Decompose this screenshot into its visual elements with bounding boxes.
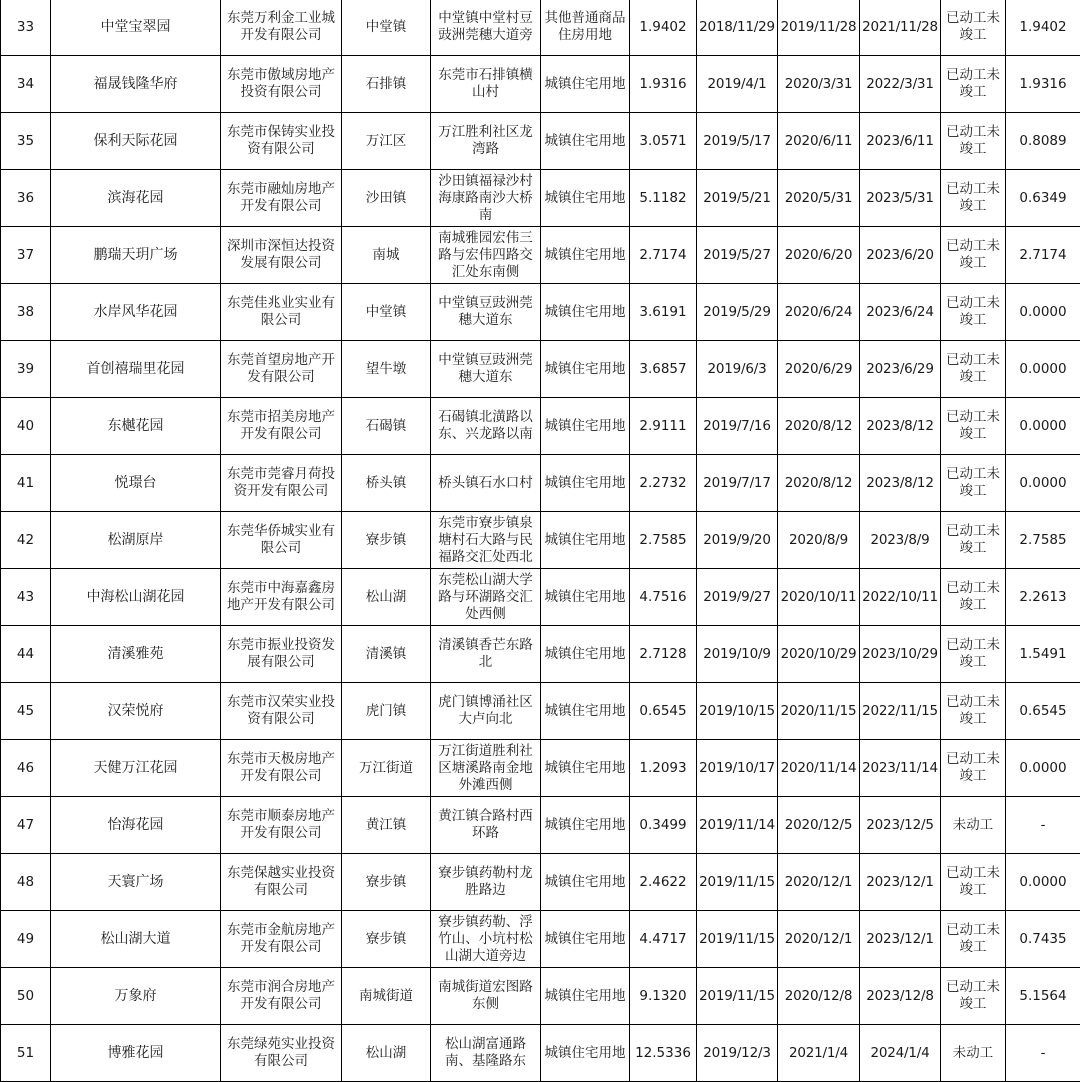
company-name: 东莞首望房地产开发有限公司 [221,341,342,398]
developed-size: 1.5491 [1006,626,1080,683]
construction-status: 已动工未竣工 [941,341,1006,398]
developed-size: 0.0000 [1006,341,1080,398]
land-use-type: 城镇住宅用地 [541,854,630,911]
completion-deadline: 2023/8/9 [860,512,941,569]
area-name: 寮步镇 [342,512,431,569]
start-deadline: 2020/8/12 [778,398,860,455]
location-text: 沙田镇福禄沙村海康路南沙大桥南 [431,170,541,227]
start-deadline: 2020/8/9 [778,512,860,569]
table-row [1,398,1080,455]
completion-deadline: 2023/12/1 [860,854,941,911]
table-row [1,569,1080,626]
company-name: 东莞市招美房地产开发有限公司 [221,398,342,455]
transfer-date: 2019/11/15 [697,968,778,1025]
project-name: 松湖原岸 [51,512,221,569]
land-use-type: 城镇住宅用地 [541,170,630,227]
developed-size: 2.7585 [1006,512,1080,569]
developed-size: 1.9316 [1006,56,1080,113]
land-size: 2.2732 [630,455,697,512]
developed-size: - [1006,797,1080,854]
transfer-date: 2019/7/17 [697,455,778,512]
row-number: 39 [1,341,51,398]
company-name: 东莞市金航房地产开发有限公司 [221,911,342,968]
project-name: 东樾花园 [51,398,221,455]
developed-size: 0.0000 [1006,398,1080,455]
construction-status: 已动工未竣工 [941,911,1006,968]
land-size: 3.6191 [630,284,697,341]
project-name: 保利天际花园 [51,113,221,170]
area-name: 松山湖 [342,1025,431,1082]
completion-deadline: 2022/3/31 [860,56,941,113]
project-name: 鹏瑞天玥广场 [51,227,221,284]
table-row [1,284,1080,341]
land-use-type: 城镇住宅用地 [541,56,630,113]
area-name: 寮步镇 [342,854,431,911]
row-number: 38 [1,284,51,341]
transfer-date: 2019/5/29 [697,284,778,341]
row-number: 37 [1,227,51,284]
construction-status: 已动工未竣工 [941,284,1006,341]
start-deadline: 2020/5/31 [778,170,860,227]
land-use-type: 城镇住宅用地 [541,626,630,683]
location-text: 中堂镇豆豉洲莞穗大道东 [431,341,541,398]
transfer-date: 2018/11/29 [697,0,778,56]
start-deadline: 2020/12/8 [778,968,860,1025]
completion-deadline: 2021/11/28 [860,0,941,56]
developed-size: 0.0000 [1006,284,1080,341]
location-text: 东莞松山湖大学路与环湖路交汇处西侧 [431,569,541,626]
company-name: 东莞保越实业投资有限公司 [221,854,342,911]
table-row [1,113,1080,170]
developed-size: 0.6349 [1006,170,1080,227]
developed-size: 2.7174 [1006,227,1080,284]
location-text: 中堂镇豆豉洲莞穗大道东 [431,284,541,341]
developed-size: 0.6545 [1006,683,1080,740]
row-number: 50 [1,968,51,1025]
row-number: 46 [1,740,51,797]
location-text: 东莞市石排镇横山村 [431,56,541,113]
area-name: 石碣镇 [342,398,431,455]
land-size: 3.6857 [630,341,697,398]
construction-status: 已动工未竣工 [941,683,1006,740]
company-name: 东莞市天极房地产开发有限公司 [221,740,342,797]
start-deadline: 2020/12/5 [778,797,860,854]
company-name: 东莞市傲域房地产投资有限公司 [221,56,342,113]
developed-size: - [1006,1025,1080,1082]
completion-deadline: 2022/11/15 [860,683,941,740]
land-use-type: 城镇住宅用地 [541,911,630,968]
completion-deadline: 2022/10/11 [860,569,941,626]
area-name: 沙田镇 [342,170,431,227]
location-text: 桥头镇石水口村 [431,455,541,512]
area-name: 松山湖 [342,569,431,626]
project-name: 松山湖大道 [51,911,221,968]
start-deadline: 2020/12/1 [778,911,860,968]
land-use-type: 城镇住宅用地 [541,1025,630,1082]
table-row [1,797,1080,854]
transfer-date: 2019/10/9 [697,626,778,683]
start-deadline: 2020/6/29 [778,341,860,398]
construction-status: 已动工未竣工 [941,854,1006,911]
area-name: 黄江镇 [342,797,431,854]
area-name: 中堂镇 [342,0,431,56]
area-name: 寮步镇 [342,911,431,968]
developed-size: 2.2613 [1006,569,1080,626]
start-deadline: 2020/6/20 [778,227,860,284]
table-row [1,854,1080,911]
land-use-type: 城镇住宅用地 [541,227,630,284]
construction-status: 未动工 [941,797,1006,854]
start-deadline: 2020/6/24 [778,284,860,341]
land-size: 1.9316 [630,56,697,113]
start-deadline: 2020/6/11 [778,113,860,170]
start-deadline: 2020/10/29 [778,626,860,683]
table-row [1,0,1080,56]
row-number: 34 [1,56,51,113]
location-text: 松山湖富通路南、基隆路东 [431,1025,541,1082]
company-name: 深圳市深恒达投资发展有限公司 [221,227,342,284]
location-text: 万江胜利社区龙湾路 [431,113,541,170]
project-name: 滨海花园 [51,170,221,227]
completion-deadline: 2023/10/29 [860,626,941,683]
table-row [1,56,1080,113]
completion-deadline: 2023/6/29 [860,341,941,398]
land-use-type: 城镇住宅用地 [541,398,630,455]
developed-size: 5.1564 [1006,968,1080,1025]
start-deadline: 2021/1/4 [778,1025,860,1082]
company-name: 东莞市顺泰房地产开发有限公司 [221,797,342,854]
row-number: 51 [1,1025,51,1082]
table-row [1,911,1080,968]
transfer-date: 2019/10/15 [697,683,778,740]
land-size: 1.9402 [630,0,697,56]
company-name: 东莞市中海嘉鑫房地产开发有限公司 [221,569,342,626]
construction-status: 已动工未竣工 [941,398,1006,455]
completion-deadline: 2024/1/4 [860,1025,941,1082]
completion-deadline: 2023/6/20 [860,227,941,284]
land-use-type: 城镇住宅用地 [541,341,630,398]
land-use-type: 城镇住宅用地 [541,968,630,1025]
construction-status: 已动工未竣工 [941,0,1006,56]
land-size: 5.1182 [630,170,697,227]
table-row [1,1025,1080,1082]
completion-deadline: 2023/8/12 [860,455,941,512]
location-text: 清溪镇香芒东路北 [431,626,541,683]
area-name: 中堂镇 [342,284,431,341]
location-text: 寮步镇药勒、浮竹山、小坑村松山湖大道旁边 [431,911,541,968]
land-use-type: 城镇住宅用地 [541,740,630,797]
transfer-date: 2019/5/27 [697,227,778,284]
land-use-type: 其他普通商品住房用地 [541,0,630,56]
completion-deadline: 2023/8/12 [860,398,941,455]
project-name: 福晟钱隆华府 [51,56,221,113]
row-number: 45 [1,683,51,740]
start-deadline: 2020/11/15 [778,683,860,740]
row-number: 40 [1,398,51,455]
area-name: 万江街道 [342,740,431,797]
location-text: 南城雅园宏伟三路与宏伟四路交汇处东南侧 [431,227,541,284]
row-number: 48 [1,854,51,911]
start-deadline: 2020/10/11 [778,569,860,626]
company-name: 东莞佳兆业实业有限公司 [221,284,342,341]
table-row [1,740,1080,797]
project-name: 中堂宝翠园 [51,0,221,56]
land-size: 2.4622 [630,854,697,911]
completion-deadline: 2023/11/14 [860,740,941,797]
construction-status: 已动工未竣工 [941,569,1006,626]
land-use-type: 城镇住宅用地 [541,797,630,854]
company-name: 东莞市振业投资发展有限公司 [221,626,342,683]
land-size: 2.7174 [630,227,697,284]
table-row [1,683,1080,740]
completion-deadline: 2023/12/8 [860,968,941,1025]
start-deadline: 2019/11/28 [778,0,860,56]
area-name: 望牛墩 [342,341,431,398]
transfer-date: 2019/5/17 [697,113,778,170]
company-name: 东莞市汉荣实业投资有限公司 [221,683,342,740]
developed-size: 0.7435 [1006,911,1080,968]
land-size: 2.7585 [630,512,697,569]
transfer-date: 2019/12/3 [697,1025,778,1082]
row-number: 35 [1,113,51,170]
row-number: 41 [1,455,51,512]
project-name: 悦璟台 [51,455,221,512]
project-name: 天健万江花园 [51,740,221,797]
construction-status: 已动工未竣工 [941,113,1006,170]
project-name: 天寰广场 [51,854,221,911]
developed-size: 0.8089 [1006,113,1080,170]
transfer-date: 2019/5/21 [697,170,778,227]
start-deadline: 2020/8/12 [778,455,860,512]
location-text: 东莞市寮步镇泉塘村石大路与民福路交汇处西北 [431,512,541,569]
land-size: 2.7128 [630,626,697,683]
location-text: 黄江镇合路村西环路 [431,797,541,854]
row-number: 49 [1,911,51,968]
transfer-date: 2019/6/3 [697,341,778,398]
developed-size: 0.0000 [1006,740,1080,797]
completion-deadline: 2023/12/5 [860,797,941,854]
row-number: 47 [1,797,51,854]
area-name: 清溪镇 [342,626,431,683]
construction-status: 未动工 [941,1025,1006,1082]
transfer-date: 2019/4/1 [697,56,778,113]
area-name: 虎门镇 [342,683,431,740]
location-text: 万江街道胜利社区塘溪路南金地外滩西侧 [431,740,541,797]
land-use-type: 城镇住宅用地 [541,113,630,170]
land-size: 4.7516 [630,569,697,626]
company-name: 东莞市莞睿月荷投资开发有限公司 [221,455,342,512]
land-size: 3.0571 [630,113,697,170]
developed-size: 0.0000 [1006,455,1080,512]
land-use-type: 城镇住宅用地 [541,683,630,740]
construction-status: 已动工未竣工 [941,227,1006,284]
area-name: 南城街道 [342,968,431,1025]
table-body [1,0,1080,1082]
area-name: 桥头镇 [342,455,431,512]
start-deadline: 2020/11/14 [778,740,860,797]
project-name: 中海松山湖花园 [51,569,221,626]
land-size: 12.5336 [630,1025,697,1082]
transfer-date: 2019/11/15 [697,911,778,968]
land-size: 0.3499 [630,797,697,854]
table-row [1,968,1080,1025]
project-name: 博雅花园 [51,1025,221,1082]
area-name: 万江区 [342,113,431,170]
land-use-type: 城镇住宅用地 [541,569,630,626]
project-name: 汉荣悦府 [51,683,221,740]
land-size: 1.2093 [630,740,697,797]
project-name: 首创禧瑞里花园 [51,341,221,398]
transfer-date: 2019/7/16 [697,398,778,455]
completion-deadline: 2023/6/11 [860,113,941,170]
land-use-type: 城镇住宅用地 [541,512,630,569]
company-name: 东莞市保铸实业投资有限公司 [221,113,342,170]
table-row [1,341,1080,398]
location-text: 南城街道宏图路东侧 [431,968,541,1025]
project-name: 怡海花园 [51,797,221,854]
land-use-type: 城镇住宅用地 [541,455,630,512]
table-row [1,170,1080,227]
transfer-date: 2019/11/15 [697,854,778,911]
developed-size: 1.9402 [1006,0,1080,56]
completion-deadline: 2023/6/24 [860,284,941,341]
row-number: 44 [1,626,51,683]
location-text: 中堂镇中堂村豆豉洲莞穗大道旁 [431,0,541,56]
construction-status: 已动工未竣工 [941,740,1006,797]
transfer-date: 2019/11/14 [697,797,778,854]
company-name: 东莞华侨城实业有限公司 [221,512,342,569]
table-row [1,626,1080,683]
start-deadline: 2020/3/31 [778,56,860,113]
row-number: 33 [1,0,51,56]
land-size: 4.4717 [630,911,697,968]
location-text: 寮步镇药勒村龙胜路边 [431,854,541,911]
row-number: 36 [1,170,51,227]
transfer-date: 2019/10/17 [697,740,778,797]
company-name: 东莞绿苑实业投资有限公司 [221,1025,342,1082]
company-name: 东莞市润合房地产开发有限公司 [221,968,342,1025]
project-name: 水岸风华花园 [51,284,221,341]
construction-status: 已动工未竣工 [941,968,1006,1025]
land-size: 2.9111 [630,398,697,455]
area-name: 石排镇 [342,56,431,113]
land-use-type: 城镇住宅用地 [541,284,630,341]
construction-status: 已动工未竣工 [941,455,1006,512]
construction-status: 已动工未竣工 [941,170,1006,227]
transfer-date: 2019/9/20 [697,512,778,569]
row-number: 42 [1,512,51,569]
construction-status: 已动工未竣工 [941,56,1006,113]
company-name: 东莞万利金工业城开发有限公司 [221,0,342,56]
completion-deadline: 2023/12/1 [860,911,941,968]
start-deadline: 2020/12/1 [778,854,860,911]
construction-status: 已动工未竣工 [941,512,1006,569]
location-text: 石碣镇北潢路以东、兴龙路以南 [431,398,541,455]
row-number: 43 [1,569,51,626]
table-row [1,455,1080,512]
completion-deadline: 2023/5/31 [860,170,941,227]
project-name: 清溪雅苑 [51,626,221,683]
land-size: 9.1320 [630,968,697,1025]
project-name: 万象府 [51,968,221,1025]
developed-size: 0.0000 [1006,854,1080,911]
land-size: 0.6545 [630,683,697,740]
transfer-date: 2019/9/27 [697,569,778,626]
company-name: 东莞市融灿房地产开发有限公司 [221,170,342,227]
area-name: 南城 [342,227,431,284]
construction-status: 已动工未竣工 [941,626,1006,683]
table-row [1,227,1080,284]
location-text: 虎门镇博涌社区大卢向北 [431,683,541,740]
table-row [1,512,1080,569]
